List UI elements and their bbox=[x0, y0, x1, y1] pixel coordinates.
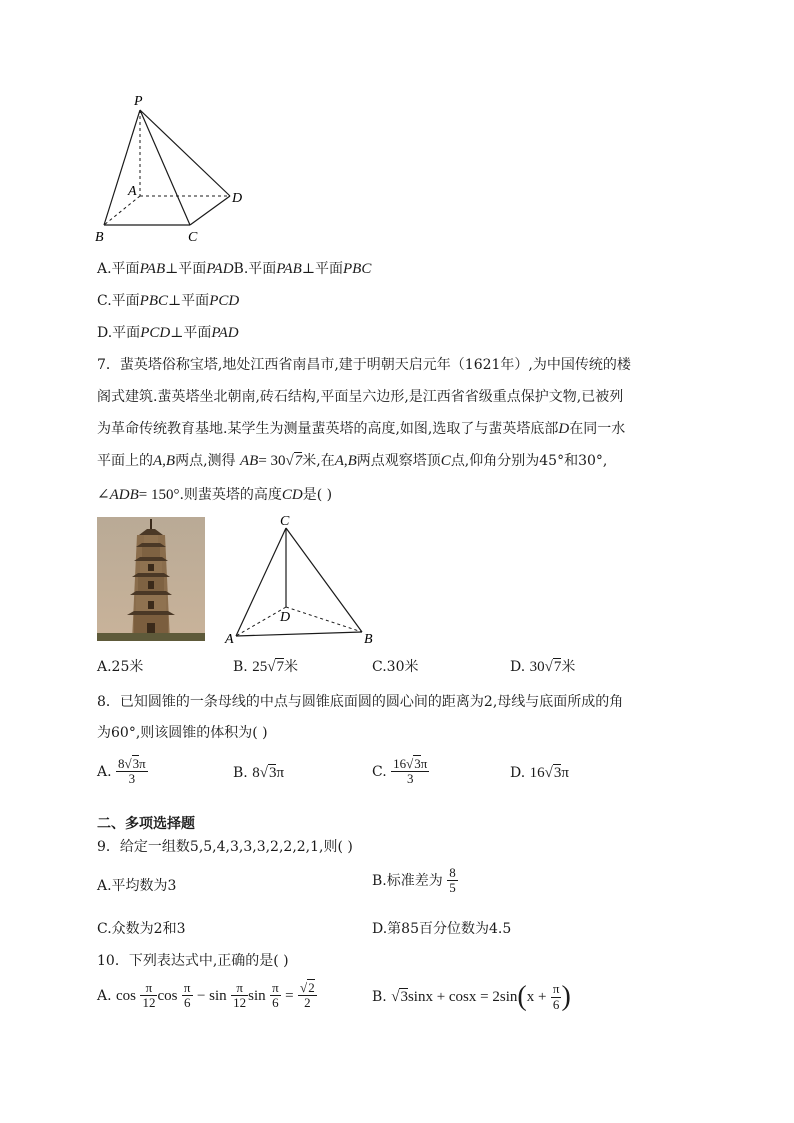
q8-d-pi: π bbox=[561, 765, 569, 781]
q8-a-prefix: A. bbox=[97, 763, 112, 780]
q10-line-1: 10．下列表达式中,正确的是( ) bbox=[97, 953, 289, 969]
edge-AB bbox=[104, 196, 140, 225]
q7-line-3-D: D bbox=[558, 421, 570, 437]
label-B: B bbox=[95, 230, 104, 245]
q7-line-3-text: 为革命传统教育基地.某学生为测量蜚英塔的高度,如图,选取了与蜚英塔底部 bbox=[97, 421, 559, 437]
q10-a-frac4 bbox=[270, 981, 281, 1011]
q7-l4-a: 平面上的 bbox=[97, 453, 153, 469]
q10-b-expr: sinx + cosx = 2sin bbox=[407, 989, 518, 1005]
label-D: D bbox=[232, 191, 243, 206]
q7-line-5 bbox=[97, 484, 332, 504]
q7-b-prefix: B. bbox=[233, 659, 248, 675]
q7-l5-b: .则蜚英塔的高度 bbox=[179, 487, 282, 503]
q10-a-frac2-num: π bbox=[183, 980, 191, 995]
pyramid-figure bbox=[90, 92, 255, 247]
q7-option-c: C.30米 bbox=[372, 659, 419, 675]
q10-a-frac5: $\frac{√2}{2}$ bbox=[300, 980, 315, 1011]
q6-d-plane1: PCD bbox=[140, 325, 171, 341]
q10-b-frac-num: π bbox=[552, 981, 560, 997]
q8-b-rad: 3 bbox=[268, 765, 277, 781]
q10-a-prefix: A. bbox=[97, 987, 112, 1004]
q7-l4-AB2: A,B bbox=[334, 453, 357, 469]
q7-l4-C: C bbox=[440, 453, 451, 469]
q6-d-perp: ⊥平面 bbox=[170, 325, 212, 341]
q9-option-b bbox=[372, 866, 458, 896]
q10-option-b: B. √3sinx + cosx = 2sin(x + $\frac{\pi}{6}$ ) bbox=[372, 981, 571, 1012]
q10-a-frac3-num: π bbox=[231, 981, 248, 996]
q10-a-frac1 bbox=[140, 981, 157, 1011]
q7-l5-eq: = 150° bbox=[138, 487, 180, 503]
q9-b-prefix: B.标准差为 bbox=[372, 872, 443, 889]
q7-b-unit: 米 bbox=[283, 659, 298, 675]
q10-a-frac2-den: 6 bbox=[183, 995, 191, 1011]
q10-a-minus-sin: − sin bbox=[196, 987, 227, 1004]
q8-a-num-rad: 3 bbox=[132, 756, 140, 771]
q6-a-prefix: A.平面 bbox=[97, 261, 140, 277]
q10-b-rad: 3 bbox=[400, 989, 408, 1005]
edge-PD bbox=[140, 110, 230, 196]
q10-b-prefix: B. bbox=[372, 989, 387, 1005]
q8-option-a bbox=[97, 757, 148, 787]
q10-a-frac4-num: π bbox=[272, 980, 279, 995]
q10-a-cos1: cos bbox=[116, 987, 137, 1004]
q10-a-frac3 bbox=[231, 981, 248, 1011]
section-heading: 二、多项选择题 bbox=[97, 816, 195, 832]
q10-a-sin2: sin bbox=[248, 987, 266, 1004]
q10-a-frac2 bbox=[182, 981, 193, 1011]
q8-d-prefix: D. bbox=[510, 765, 526, 781]
q10-option-a bbox=[97, 981, 317, 1011]
q7-d-rad: 7 bbox=[553, 659, 562, 675]
q9-b-num: 8 bbox=[449, 865, 456, 880]
q7-option-d: D. 30√7米 bbox=[510, 659, 576, 675]
q9-option-d: D.第85百分位数为4.5 bbox=[372, 921, 512, 937]
q7-line-3 bbox=[97, 418, 625, 438]
q8-c-fraction: $\frac{16√3\pi}{3}$ bbox=[393, 756, 428, 787]
q7-b-rad: 7 bbox=[276, 659, 284, 675]
q10-b-frac-den: 6 bbox=[552, 996, 560, 1012]
tower-photo bbox=[97, 517, 205, 641]
q8-d-rad: 3 bbox=[553, 765, 562, 781]
q8-a-num-pi: π bbox=[139, 756, 146, 771]
q6-b-perp: ⊥平面 bbox=[301, 261, 344, 277]
q6-option-d bbox=[97, 322, 239, 342]
q6-option-ab bbox=[97, 258, 371, 278]
edge-DB bbox=[286, 607, 362, 632]
q8-c-den: 3 bbox=[406, 771, 414, 787]
q8-option-b: B. 8√3π bbox=[233, 765, 285, 781]
q6-option-c bbox=[97, 290, 239, 310]
q7-l4-b: 两点,测得 bbox=[175, 453, 236, 469]
q10-b-frac bbox=[551, 982, 562, 1012]
label-B: B bbox=[364, 632, 373, 647]
q7-d-unit: 米 bbox=[561, 659, 576, 675]
label-D: D bbox=[280, 610, 291, 625]
q6-a-plane2: PAD bbox=[206, 261, 234, 277]
q7-l5-CD: CD bbox=[281, 487, 303, 503]
q7-l4-eq2: = 30 bbox=[258, 453, 286, 469]
q8-b-prefix: B. bbox=[233, 765, 248, 781]
q9-b-den: 5 bbox=[449, 880, 456, 896]
q7-d-n: 30 bbox=[529, 659, 545, 675]
tower-geometry-figure bbox=[222, 512, 382, 648]
edge-PB bbox=[104, 110, 140, 225]
q7-l4-eq: AB bbox=[239, 453, 259, 469]
q8-a-fraction: $\frac{8√3\pi}{3}$ bbox=[118, 756, 146, 787]
q9-line-1: 9．给定一组数5,5,4,3,3,3,2,2,2,1,则( ) bbox=[97, 839, 353, 855]
q9-option-c: C.众数为2和3 bbox=[97, 921, 186, 937]
q7-l5-c: 是( ) bbox=[302, 487, 333, 503]
q8-b-n: 8 bbox=[252, 765, 260, 781]
q7-b-n: 25 bbox=[252, 659, 268, 675]
q8-c-num-n: 16 bbox=[393, 756, 407, 771]
edge-DA bbox=[236, 607, 286, 636]
edge-AB bbox=[236, 632, 362, 636]
q10-a-frac1-num: π bbox=[140, 981, 157, 996]
q10-b-x: x + bbox=[526, 989, 547, 1005]
q6-c-prefix: C.平面 bbox=[97, 293, 140, 309]
q8-c-prefix: C. bbox=[372, 763, 387, 780]
q7-l4-d: 两点观察塔顶 bbox=[356, 453, 441, 469]
label-C: C bbox=[188, 230, 198, 245]
q7-line-1: 7．蜚英塔俗称宝塔,地处江西省南昌市,建于明朝天启元年（1621年）,为中国传统的楼 bbox=[97, 357, 631, 373]
q8-a-den: 3 bbox=[128, 771, 136, 787]
q7-line-2: 阁式建筑.蜚英塔坐北朝南,砖石结构,平面呈六边形,是江西省省级重点保护文物,已被列 bbox=[97, 389, 624, 405]
q6-b-plane1: PAB bbox=[276, 261, 302, 277]
q6-a-plane1: PAB bbox=[139, 261, 166, 277]
q10-a-frac4-den: 6 bbox=[272, 995, 279, 1011]
q7-l4-rad: 7 bbox=[294, 453, 303, 469]
q10-a-frac1-den: 12 bbox=[142, 995, 156, 1011]
q8-option-c bbox=[372, 757, 429, 787]
q8-line-2: 为60°,则该圆锥的体积为( ) bbox=[97, 725, 268, 741]
label-A: A bbox=[128, 184, 137, 199]
label-C: C bbox=[280, 514, 290, 529]
q6-d-plane2: PAD bbox=[211, 325, 239, 341]
edge-CB bbox=[286, 528, 362, 632]
q7-line-3-end: 在同一水 bbox=[569, 421, 626, 437]
q7-option-a: A.25米 bbox=[97, 659, 144, 675]
q6-c-plane2: PCD bbox=[209, 293, 240, 309]
q10-a-frac5-den: 2 bbox=[304, 995, 311, 1011]
q6-c-perp: ⊥平面 bbox=[168, 293, 210, 309]
q6-b-prefix: B.平面 bbox=[233, 261, 277, 277]
q9-option-a: A.平均数为3 bbox=[97, 878, 177, 894]
q10-a-frac3-den: 12 bbox=[233, 995, 247, 1011]
q8-d-n: 16 bbox=[529, 765, 545, 781]
q6-c-plane1: PBC bbox=[139, 293, 169, 309]
q9-b-fraction bbox=[447, 866, 458, 896]
edge-CD bbox=[190, 196, 230, 225]
q10-a-cos2: cos bbox=[157, 987, 178, 1004]
q8-c-num-rad: 3 bbox=[414, 756, 421, 771]
q8-option-d: D. 16√3π bbox=[510, 765, 569, 781]
q8-b-pi: π bbox=[276, 765, 285, 781]
q8-line-1: 8．已知圆锥的一条母线的中点与圆锥底面圆的圆心间的距离为2,母线与底面所成的角 bbox=[97, 694, 624, 710]
q6-b-plane2: PBC bbox=[343, 261, 372, 277]
q6-a-perp: ⊥平面 bbox=[165, 261, 207, 277]
q6-d-prefix: D.平面 bbox=[97, 325, 141, 341]
edge-PC bbox=[140, 110, 190, 225]
q7-l4-e: 点,仰角分别为45°和30°, bbox=[450, 453, 608, 469]
edge-CA bbox=[236, 528, 286, 636]
label-P: P bbox=[134, 94, 143, 109]
q8-a-num-n: 8 bbox=[118, 756, 125, 771]
q10-a-frac5-rad: 2 bbox=[308, 980, 315, 995]
q7-d-prefix: D. bbox=[510, 659, 526, 675]
q7-line-4: 平面上的A,B两点,测得 AB= 30√7米,在A,B两点观察塔顶C点,仰角分别为45°和30°, bbox=[97, 453, 608, 469]
label-A: A bbox=[225, 632, 234, 647]
q10-a-eq: = bbox=[285, 987, 294, 1004]
q7-l4-c: 米,在 bbox=[302, 453, 335, 469]
q8-c-num-pi: π bbox=[420, 756, 428, 771]
q7-l5-angle: ∠ADB bbox=[97, 487, 139, 503]
q7-option-b: B. 25√7米 bbox=[233, 659, 298, 675]
q7-l4-AB: A,B bbox=[153, 453, 176, 469]
